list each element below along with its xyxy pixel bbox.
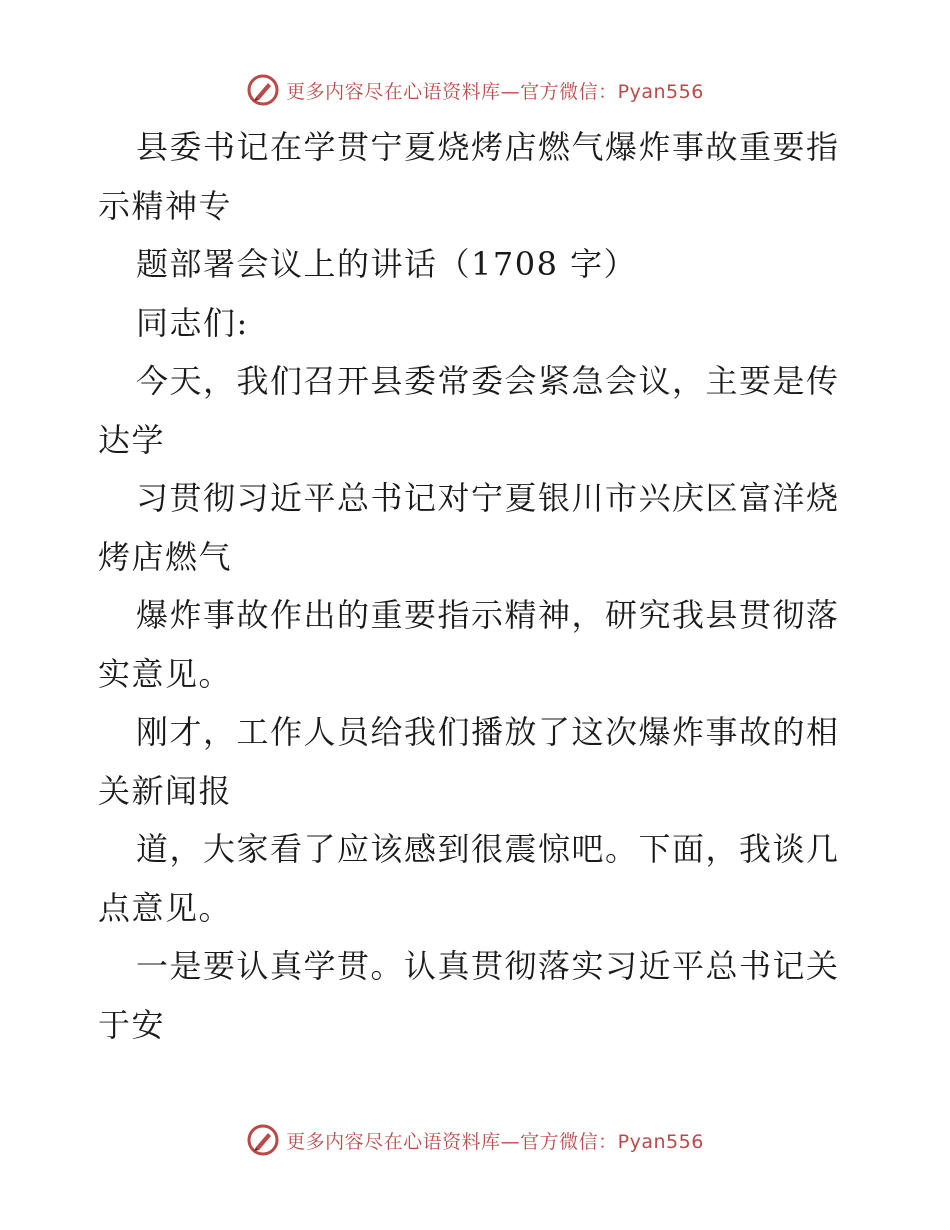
watermark-text: 更多内容尽在心语资料库—官方微信：Pyan556 bbox=[286, 1130, 704, 1153]
paragraph-title-line-2: 题部署会议上的讲话（1708 字） bbox=[136, 245, 638, 283]
paragraph: 刚才，工作人员给我们播放了这次爆炸事故的相关新闻报 bbox=[98, 713, 840, 810]
paragraph: 道，大家看了应该感到很震惊吧。下面，我谈几点意见。 bbox=[98, 830, 840, 927]
pen-nib-logo-icon bbox=[246, 1123, 280, 1157]
document-body bbox=[98, 118, 858, 1054]
paragraph-salutation: 同志们: bbox=[136, 303, 249, 342]
paragraph: 一是要认真学贯。认真贯彻落实习近平总书记关于安 bbox=[98, 947, 840, 1044]
paragraph: 习贯彻习近平总书记对宁夏银川市兴庆区富洋烧烤店燃气 bbox=[98, 479, 840, 576]
pen-nib-logo-icon bbox=[246, 73, 280, 107]
paragraph-title-line-1: 县委书记在学贯宁夏烧烤店燃气爆炸事故重要指示精神专 bbox=[98, 128, 840, 225]
paragraph: 爆炸事故作出的重要指示精神，研究我县贯彻落实意见。 bbox=[98, 596, 840, 693]
footer-watermark bbox=[0, 1120, 950, 1160]
watermark-text: 更多内容尽在心语资料库—官方微信：Pyan556 bbox=[286, 80, 704, 103]
header-watermark bbox=[0, 70, 950, 110]
paragraph: 今天，我们召开县委常委会紧急会议，主要是传达学 bbox=[98, 362, 840, 459]
